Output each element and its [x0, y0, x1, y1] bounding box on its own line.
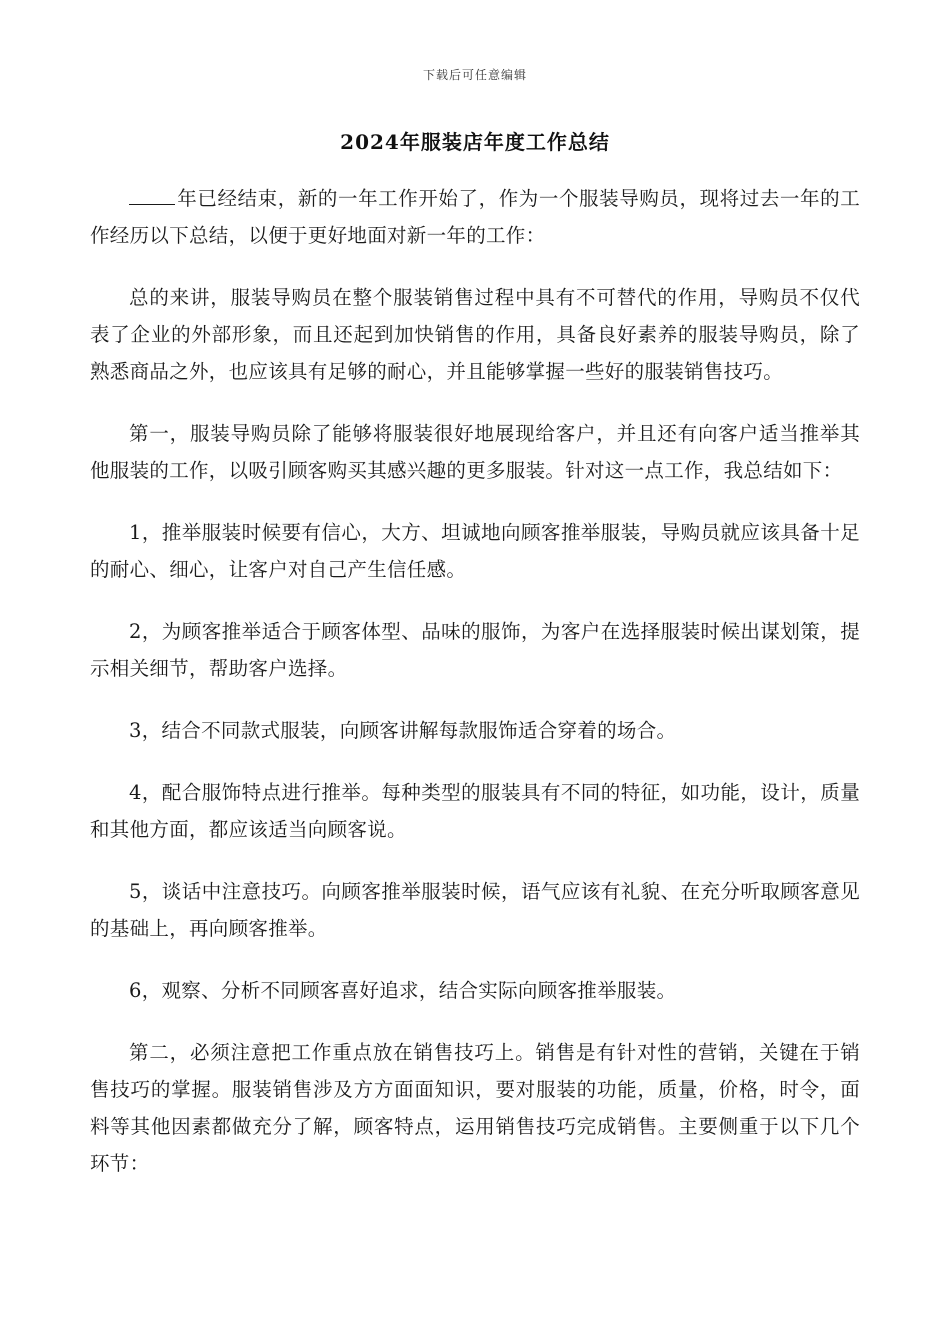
- list-item-4: 4，配合服饰特点进行推举。每种类型的服装具有不同的特征，如功能，设计，质量和其他方面，都应该适当向顾客说。: [90, 781, 860, 841]
- paragraph-overview: 总的来讲，服装导购员在整个服装销售过程中具有不可替代的作用，导购员不仅代表了企业的外部形象，而且还起到加快销售的作用，具备良好素养的服装导购员，除了熟悉商品之外，也应该具有足够的耐心，并且能够掌握一些好的服装销售技巧。: [90, 286, 860, 383]
- list-item-5: 5，谈话中注意技巧。向顾客推举服装时候，语气应该有礼貌、在充分听取顾客意见的基础上，再向顾客推举。: [90, 880, 860, 940]
- paragraph-point-two: 第二，必须注意把工作重点放在销售技巧上。销售是有针对性的营销，关键在于销售技巧的掌握。服装销售涉及方方面面知识，要对服装的功能，质量，价格，时令，面料等其他因素都做充分了解，顾客特点，运用销售技巧完成销售。主要侧重于以下几个环节：: [90, 1041, 860, 1175]
- document-body: [90, 180, 860, 1207]
- list-item-6: 6，观察、分析不同顾客喜好追求，结合实际向顾客推举服装。: [129, 979, 677, 1002]
- paragraph-intro: [90, 180, 860, 254]
- list-item-1: 1，推举服装时候要有信心，大方、坦诚地向顾客推举服装，导购员就应该具备十足的耐心、细心，让客户对自己产生信任感。: [90, 521, 860, 581]
- paragraph-point-one: 第一，服装导购员除了能够将服装很好地展现给客户，并且还有向客户适当推举其他服装的工作，以吸引顾客购买其感兴趣的更多服装。针对这一点工作，我总结如下：: [90, 422, 860, 482]
- document-title: 2024年服装店年度工作总结: [340, 130, 610, 154]
- fill-in-blank: [129, 185, 175, 205]
- paragraph-text: 年已经结束，新的一年工作开始了，作为一个服装导购员，现将过去一年的工作经历以下总结，以便于更好地面对新一年的工作：: [90, 187, 860, 247]
- list-item-2: 2，为顾客推举适合于顾客体型、品味的服饰，为客户在选择服装时候出谋划策，提示相关细节，帮助客户选择。: [90, 620, 860, 680]
- header-note: 下载后可任意编辑: [422, 68, 527, 82]
- list-item-3: 3，结合不同款式服装，向顾客讲解每款服饰适合穿着的场合。: [129, 719, 677, 742]
